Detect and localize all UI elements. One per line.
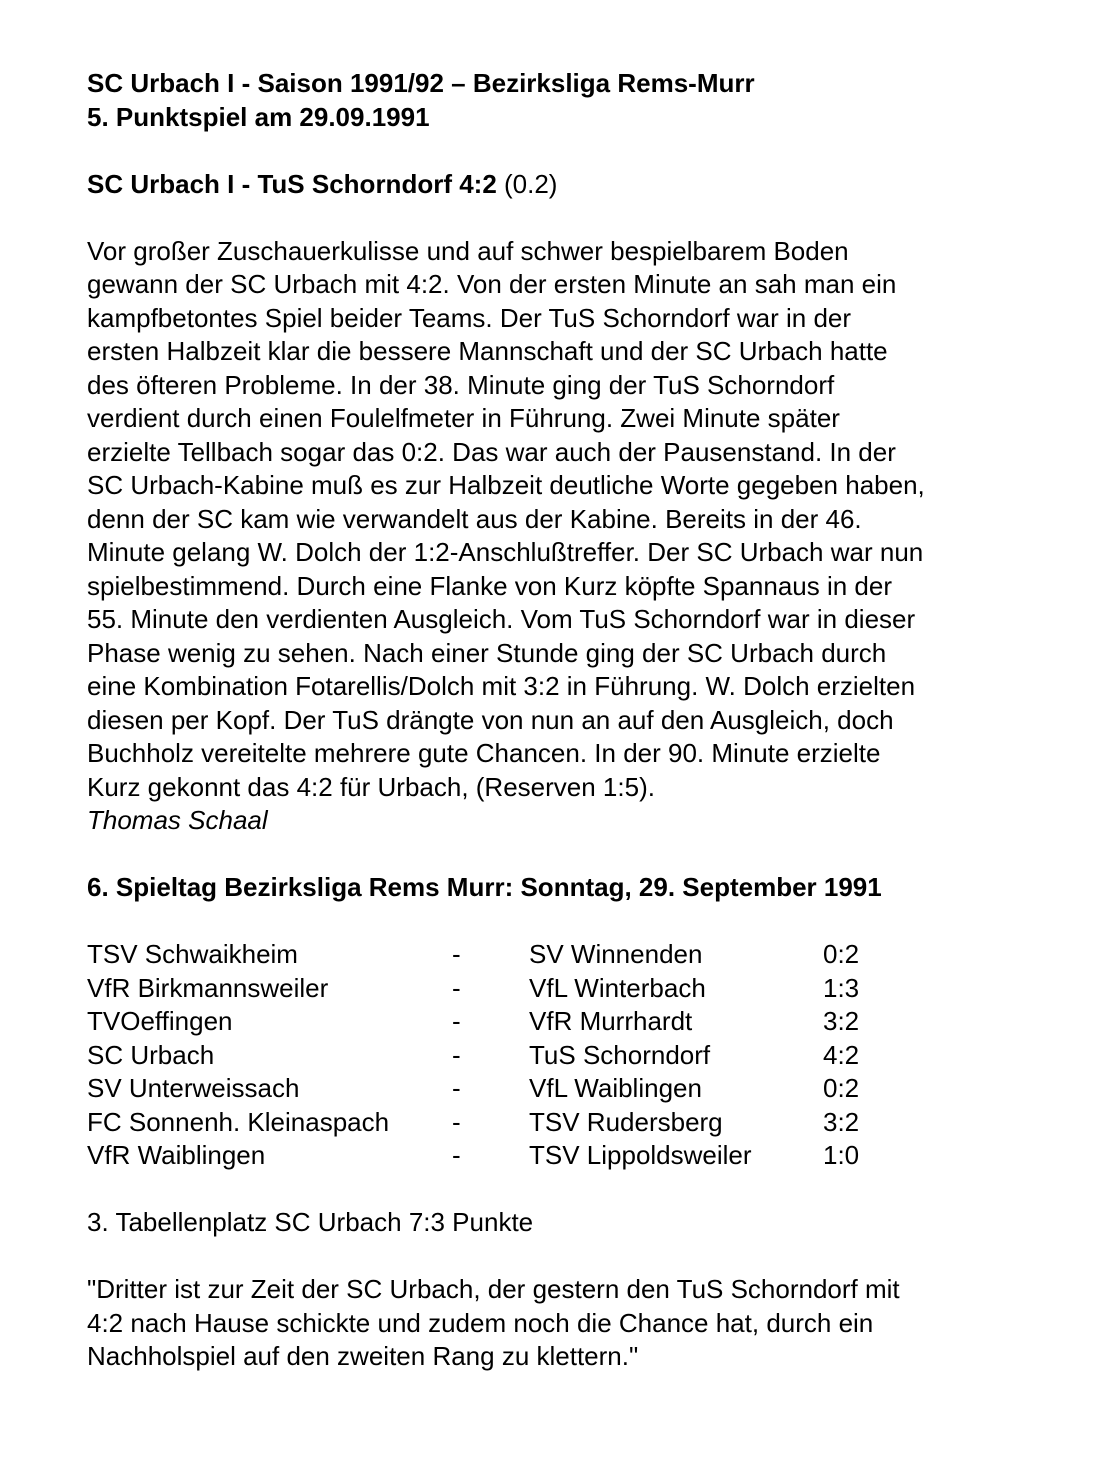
quote-line: Nachholspiel auf den zweiten Rang zu klettern.": [87, 1341, 639, 1371]
report-line: kampfbetontes Spiel beider Teams. Der TuS Schorndorf war in der: [87, 302, 852, 333]
report-line: Buchholz vereitelte mehrere gute Chancen. In der 90. Minute erzielte: [87, 738, 881, 768]
report-line: Phase wenig zu sehen. Nach einer Stunde ging der SC Urbach durch: [87, 637, 887, 668]
away-team: TSV Rudersberg: [529, 1106, 723, 1137]
report-line: erzielte Tellbach sogar das 0:2. Das war auch der Pausenstand. In der: [87, 436, 896, 467]
quote-line: "Dritter ist zur Zeit der SC Urbach, der gestern den TuS Schorndorf mit: [87, 1274, 900, 1304]
score: 4:2: [823, 1039, 860, 1070]
table-row: [87, 1072, 1047, 1106]
home-team: FC Sonnenh. Kleinaspach: [87, 1106, 390, 1137]
match-report: [87, 235, 1047, 838]
home-team: VfR Waiblingen: [87, 1140, 266, 1170]
table-row: [87, 1106, 1047, 1140]
separator: -: [452, 1073, 461, 1103]
score: 0:2: [823, 939, 860, 969]
separator: -: [452, 939, 461, 969]
press-quote: [87, 1273, 1047, 1374]
away-team: VfR Murrhardt: [529, 1006, 693, 1036]
report-line: verdient durch einen Foulelfmeter in Führung. Zwei Minute später: [87, 403, 840, 433]
document-page: [87, 67, 1047, 1374]
match-result: SC Urbach I - TuS Schorndorf 4:2: [87, 168, 497, 199]
match-headline: [87, 168, 1047, 202]
away-team: SV Winnenden: [529, 939, 703, 969]
score: 0:2: [823, 1073, 860, 1103]
home-team: SV Unterweissach: [87, 1073, 300, 1103]
report-line: Kurz gekonnt das 4:2 für Urbach, (Reserven 1:5).: [87, 771, 655, 802]
halftime-score: (0.2): [496, 168, 558, 199]
table-row: [87, 1039, 1047, 1073]
separator: -: [452, 1039, 461, 1070]
score: 1:3: [823, 972, 860, 1003]
report-line: spielbestimmend. Durch eine Flanke von Kurz köpfte Spannaus in der: [87, 570, 892, 601]
home-team: TVOeffingen: [87, 1006, 233, 1036]
report-author: Thomas Schaal: [87, 805, 268, 835]
home-team: SC Urbach: [87, 1039, 215, 1070]
away-team: VfL Winterbach: [529, 972, 706, 1003]
report-line: diesen per Kopf. Der TuS drängte von nun an auf den Ausgleich, doch: [87, 704, 894, 735]
report-line: eine Kombination Fotarellis/Dolch mit 3:2 in Führung. W. Dolch erzielten: [87, 671, 916, 701]
home-team: VfR Birkmannsweiler: [87, 972, 329, 1003]
away-team: TuS Schorndorf: [529, 1039, 711, 1070]
separator: -: [452, 1006, 461, 1036]
away-team: TSV Lippoldsweiler: [529, 1140, 752, 1170]
table-row: [87, 1005, 1047, 1039]
report-line: des öfteren Probleme. In der 38. Minute ging der TuS Schorndorf: [87, 369, 835, 400]
report-line: 55. Minute den verdienten Ausgleich. Vom TuS Schorndorf war in dieser: [87, 604, 916, 634]
separator: -: [452, 972, 461, 1003]
separator: -: [452, 1106, 461, 1137]
report-line: ersten Halbzeit klar die bessere Mannschaft und der SC Urbach hatte: [87, 336, 888, 366]
score: 3:2: [823, 1106, 860, 1137]
report-line: gewann der SC Urbach mit 4:2. Von der ersten Minute an sah man ein: [87, 269, 897, 299]
results-table: [87, 938, 1047, 1173]
report-line: denn der SC kam wie verwandelt aus der Kabine. Bereits in der 46.: [87, 503, 862, 534]
report-line: Minute gelang W. Dolch der 1:2-Anschlußtreffer. Der SC Urbach war nun: [87, 537, 924, 567]
home-team: TSV Schwaikheim: [87, 939, 298, 969]
table-row: [87, 938, 1047, 972]
table-standing: 3. Tabellenplatz SC Urbach 7:3 Punkte: [87, 1207, 534, 1237]
table-row: [87, 972, 1047, 1006]
score: 3:2: [823, 1006, 860, 1036]
document-subtitle: 5. Punktspiel am 29.09.1991: [87, 101, 430, 132]
score: 1:0: [823, 1140, 860, 1170]
away-team: VfL Waiblingen: [529, 1073, 702, 1103]
quote-line: 4:2 nach Hause schickte und zudem noch die Chance hat, durch ein: [87, 1307, 874, 1338]
document-title: SC Urbach I - Saison 1991/92 – Bezirksliga Rems-Murr: [87, 68, 755, 98]
separator: -: [452, 1140, 461, 1170]
report-line: Vor großer Zuschauerkulisse und auf schwer bespielbarem Boden: [87, 235, 849, 266]
matchday-title: 6. Spieltag Bezirksliga Rems Murr: Sonntag, 29. September 1991: [87, 872, 882, 902]
report-line: SC Urbach-Kabine muß es zur Halbzeit deutliche Worte gegeben haben,: [87, 470, 925, 500]
table-row: [87, 1139, 1047, 1173]
